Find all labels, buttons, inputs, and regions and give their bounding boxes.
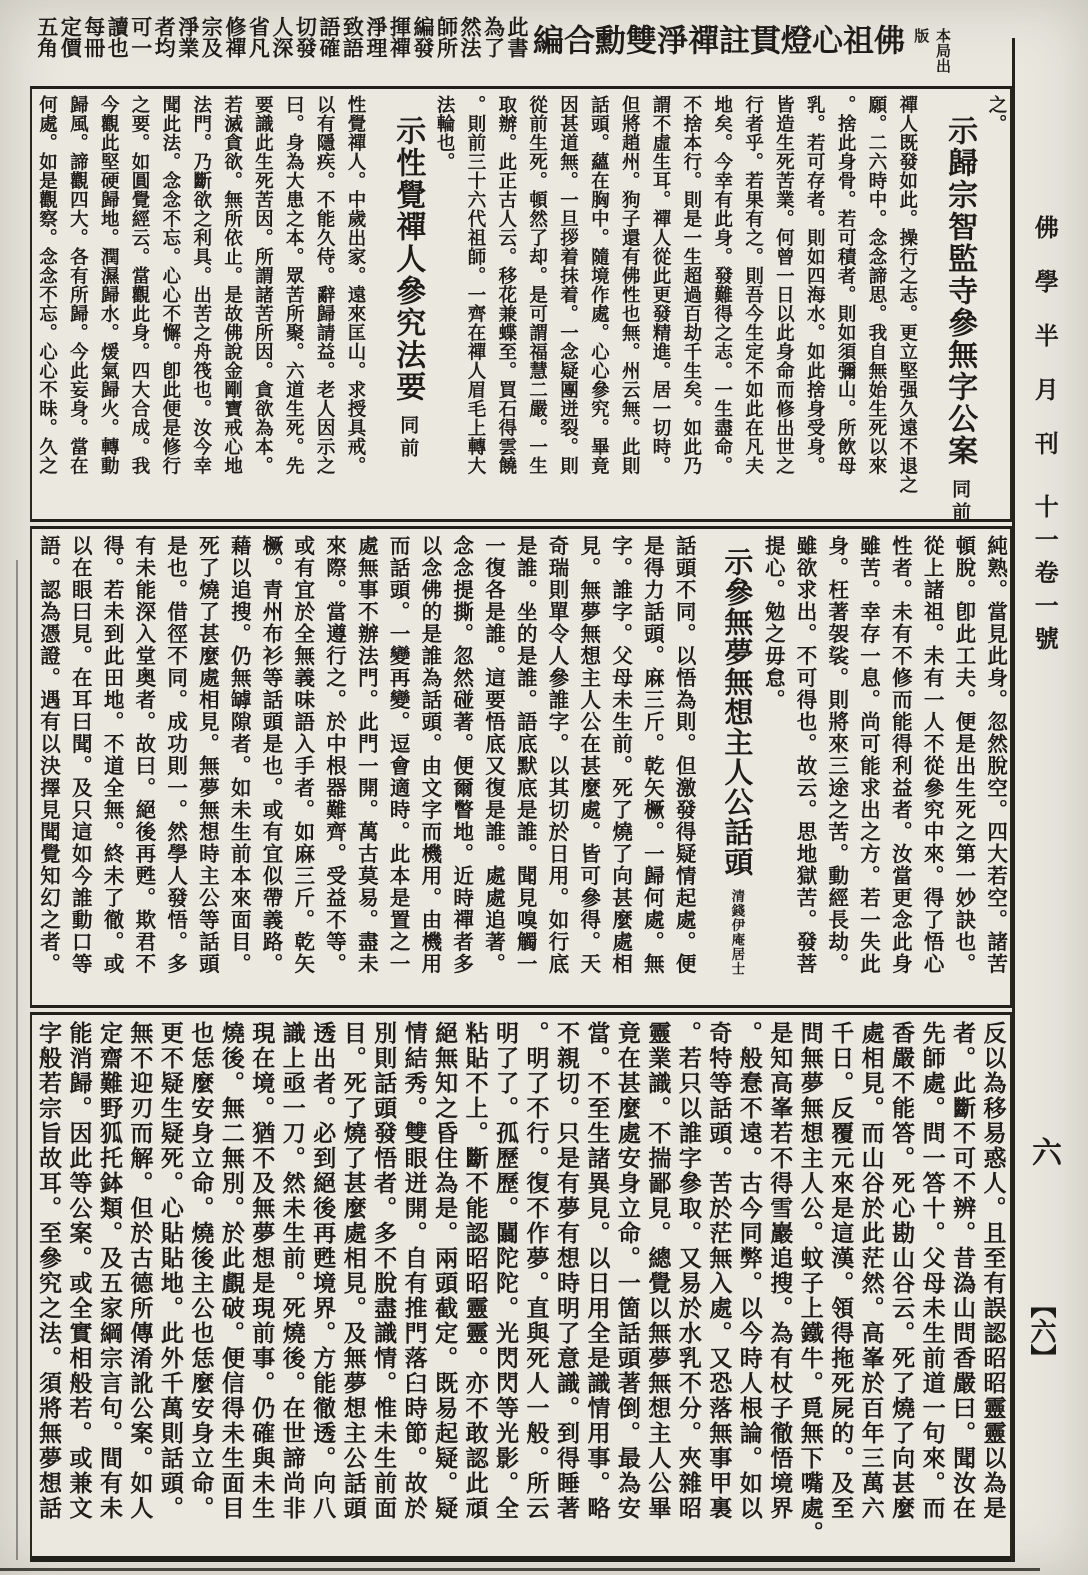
text-column: 無不迎刃而解。但於古德所傳淆訛公案。如人 [127,1021,153,1521]
page-number: 六 [1032,1137,1062,1170]
text-column: 身。枉著袈裟。則將來三途之苦。動經長劫。 [824,535,847,975]
text-column: 願。二六時中。念念諦思。我自無始生死以來 [865,95,886,475]
text-column: 話頭不同。以悟為則。但激發得疑情起處。便 [672,535,695,975]
text-column: 法輪也。 [434,95,455,171]
text-column: 也恁麼安身立命。燒後主公也恁麼安身立命。 [188,1021,214,1521]
text-column: 明了了。孤歷歷。闒陀陀。光閃閃等光影。全 [493,1021,519,1521]
text-column: 曰。身為大患之本。眾苦所聚。六道生死。先 [283,95,304,475]
text-column: 乳。若可存者。則如四海水。如此捨身受身。 [804,95,825,475]
text-column: 地矣。今幸有此身。發難得之志。一生盡命。 [711,95,732,475]
text-column: 香嚴不能答。死心勘山谷云。死了燒了向甚麼 [889,1021,915,1521]
text-column: 謂不虛生耳。禪人從此更發精進。居一切時。 [650,95,671,475]
text-column: 竟在甚麼處安身立命。一箇話頭著倒。最為安 [614,1021,640,1521]
text-column: 行者乎。若果有之。則吾今生定不如此在凡夫 [742,95,763,475]
section-title: 示性覺禪人參究法要 [391,115,425,403]
section-title: 示歸宗智監寺參無字公案 [943,115,977,467]
text-column: 之。 [985,95,1006,133]
text-column: 目。死了燒了甚麼處相見。及無夢想主公話頭 [340,1021,366,1521]
page-bottom-edge [0,1568,1040,1571]
text-column: 橛。青州布衫等話頭是也。或有宜似帶義路。 [258,535,281,975]
text-band-top [30,86,1012,525]
text-column: 者。此斷不可不辨。昔溈山問香嚴曰。聞汝在 [950,1021,976,1521]
text-column: 得。若未到此田地。不道全無。終未了徹。或 [100,535,123,975]
text-column: 燒後。無二無別。於此覰破。便信得未生面目 [218,1021,244,1521]
text-column: 。明了不行。復不作夢。直與死人一般。所云 [523,1021,549,1521]
section-title: 示參無夢無想主人公話頭 [720,547,753,877]
text-column: 不親切。只是有夢有想時明了意識。到得睡著 [553,1021,579,1521]
text-column: 從前生死。頓然了却。是可謂福慧二嚴。一生 [526,95,547,475]
text-column: 反以為移易惑人。且至有誤認昭昭靈靈以為是 [980,1021,1006,1521]
book-title: 佛祖心燈貫註禪淨雙勳合編 [528,24,904,55]
text-column: 或有宜於全無義味語入手者。如麻三斤。乾矢 [290,535,313,975]
text-column: 是誰。坐的是誰。語底默底是誰。聞見嗅觸一 [513,535,536,975]
text-column: 不捨本行。則是一生超過百劫千生矣。如此乃 [680,95,701,475]
text-column: 是得力話頭。麻三斤。乾矢橛。一歸何處。無 [640,535,663,975]
text-column: 問無夢無想主人公。蚊子上鐵牛。覓無下嘴處。 [797,1021,823,1546]
journal-title: 佛學半月刊 [1030,215,1057,485]
text-column: 今觀此堅硬歸地。潤濕歸水。煖氣歸火。轉動 [98,95,119,475]
section-title-column [704,535,753,976]
text-column: 。若只以誰字參取。又易於水乳不分。夾雜昭 [675,1021,701,1521]
text-column: 之要。如圓覺經云。當觀此身。四大合成。我 [129,95,150,475]
text-column: 定齋難野狐托鉢類。及五家綱宗言句。間有未 [96,1021,122,1521]
text-column: 有未能深入堂奥者。故曰。絕後再甦。欺君不 [131,535,154,975]
text-column: 語。認為憑證。遇有以決擇見聞覺知幻之者。 [36,535,59,975]
text-band-middle [30,526,1012,1008]
text-column: 但將趙州。狗子還有佛性也無。州云無。此則 [619,95,640,475]
text-column: 現在境。猶不及無夢想是現前事。仍確與未生 [249,1021,275,1521]
text-column: 。則前三十六代祖師。一齊在禪人眉毛上轉大 [464,95,485,475]
text-column: 性覺禪人。中歲出家。遠來匡山。求授具戒。 [344,95,365,475]
text-column: 從上諸祖。未有一人不從參究中來。得了悟心 [920,535,943,975]
text-column: 是知高峯若不得雪巖追搜。為有杖子徹悟境界 [767,1021,793,1521]
issue-number: 十一卷一號 [1030,494,1057,659]
text-column: 絕無知之昏住為是。兩頭截定。既易起疑。疑 [432,1021,458,1521]
text-column: 來際。當遵行之。於中根器難齊。受益不等。 [322,535,345,975]
text-column: 法門。乃斷欲之利具。出苦之舟筏也。汝今幸 [190,95,211,475]
text-column: 藉以追搜。仍無罅隙者。如未生前本來面目。 [227,535,250,975]
text-column: 提心。勉之毋怠。 [761,535,784,711]
text-column: 死了燒了甚麼處相見。無夢無想時主公等話頭 [195,535,218,975]
section-byline: 同前 [397,415,419,461]
text-column: 取辦。此正古人云。移花兼蝶至。買石得雲饒 [495,95,516,475]
text-column: 頓脫。卽此工夫。便是出生死之第一妙訣也。 [951,535,974,975]
text-column: 而話頭。一變再變。逗會適時。此本是置之一 [386,535,409,975]
text-column: 一復各是誰。這要悟底又復是誰。處處追著。 [481,535,504,975]
text-column: 識上亟一刀。然未生前。死燒後。在世諦尚非 [279,1021,305,1521]
text-column: 念念提撕。忽然碰著。便爾瞥地。近時禪者多 [449,535,472,975]
text-column: 處無事不辦法門。此門一開。萬古莫易。盡未 [354,535,377,975]
text-column: 以在眼曰見。在耳曰聞。及只這如今誰動口等 [68,535,91,975]
margin-divider-rule [1012,38,1015,1562]
text-column: 別則話頭發悟者。多不脫盡識情。惟未生前面 [371,1021,397,1521]
text-column: 以有隱疾。不能久侍。辭歸請益。老人因示之 [314,95,335,475]
section-title-column [376,95,425,461]
text-column: 靈業識。不揣鄙見。總覺以無夢無想主人公畢 [645,1021,671,1521]
text-column: 能消歸。因此等公案。或全實相般若。或兼文 [66,1021,92,1521]
text-column: 奇特等話頭。苦於茫無入處。又恐落無事甲裏 [706,1021,732,1521]
text-column: 歸風。諦觀四大。各有所歸。今此妄身。當在 [67,95,88,475]
text-column: 雖苦。幸存一息。尚可能求出之方。若一失此 [856,535,879,975]
text-column: 聞此法。念念不忘。心心不懈。卽此便是修行 [159,95,180,475]
text-column: 性者。未有不修而能得利益者。汝當更念此身 [888,535,911,975]
text-column: 見。無夢無想主人公在甚麼處。皆可參得。天 [576,535,599,975]
text-column: 當。不至生諸異見。以日用全是識情用事。略 [584,1021,610,1521]
section-title-column [928,95,977,525]
scan-edge-artifact [16,560,18,1560]
text-column: 處相見。而山谷於此茫然。高峯於百年三萬六 [858,1021,884,1521]
text-column: 字般若宗旨故耳。至參究之法。須將無夢想話 [36,1021,61,1521]
text-column: 粘貼不上。斷不能認昭昭靈靈。亦不敢認此頑 [462,1021,488,1521]
text-column: 先師處。問一答十。父母未生前道一句來。而 [919,1021,945,1521]
text-column: 皆造生死苦業。何曾一日以此身命而修出世之 [773,95,794,475]
text-column: 奇瑞則單令人參誰字。以其切於日用。如行底 [545,535,567,975]
text-column: 是也。借徑不同。成功則一。然學人發悟。多 [163,535,186,975]
text-column: 禪人既發如此。操行之志。更立堅强久遠不退之 [896,95,917,494]
text-column: 純熟。當見此身。忽然脫空。四大若空。諸苦 [983,535,1006,975]
text-column: 。般惷不遠。古今同弊。以今時人根論。如以 [736,1021,762,1521]
publisher-label: 本局出版 [912,28,950,73]
text-column: 。捨此身骨。若可積者。則如須彌山。所飲母 [835,95,856,475]
page-number-bracketed: 【六】 [1027,1292,1056,1370]
text-column: 何處。如是觀察。念念不忘。心心不昧。久之 [36,95,57,475]
text-column: 情結秀。雙眼迸開。自有推門落臼時節。故於 [401,1021,427,1521]
text-column: 透出者。必到絕後再甦境界。方能徹透。向八 [310,1021,336,1521]
text-column: 以念佛的是誰為話頭。由文字而機用。由機用 [417,535,440,975]
text-column: 要識此生死苦因。所謂諸苦所因。貪欲為本。 [252,95,273,475]
text-column: 千日。反覆元來是這漢。領得拖死屍的。及至 [828,1021,854,1521]
text-band-bottom [30,1012,1012,1562]
text-column: 若滅貪欲。無所依止。是故佛說金剛寶戒心地 [221,95,242,475]
text-column: 雖欲求出。不可得也。故云。思地獄苦。發菩 [792,535,815,975]
text-column: 字。誰字。父母未生前。死了燒了向甚麼處相 [608,535,631,975]
section-byline: 同前 [949,479,971,525]
text-column: 更不疑生疑死。心貼貼地。此外千萬則話頭。 [157,1021,183,1521]
text-column: 因甚道無。一旦拶着抹着。一念疑團迸裂。則 [557,95,578,475]
header-ad-note: 此書為了然法師所編發揮禪淨理致語語確切發人深省凡修禪宗及淨業者均可一讀也每冊定價五角 [34,16,529,58]
text-column: 話頭。蘊在胸中。隨境作處。心心參究。畢竟 [588,95,609,475]
section-byline: 清錢伊庵居士 [729,889,745,976]
